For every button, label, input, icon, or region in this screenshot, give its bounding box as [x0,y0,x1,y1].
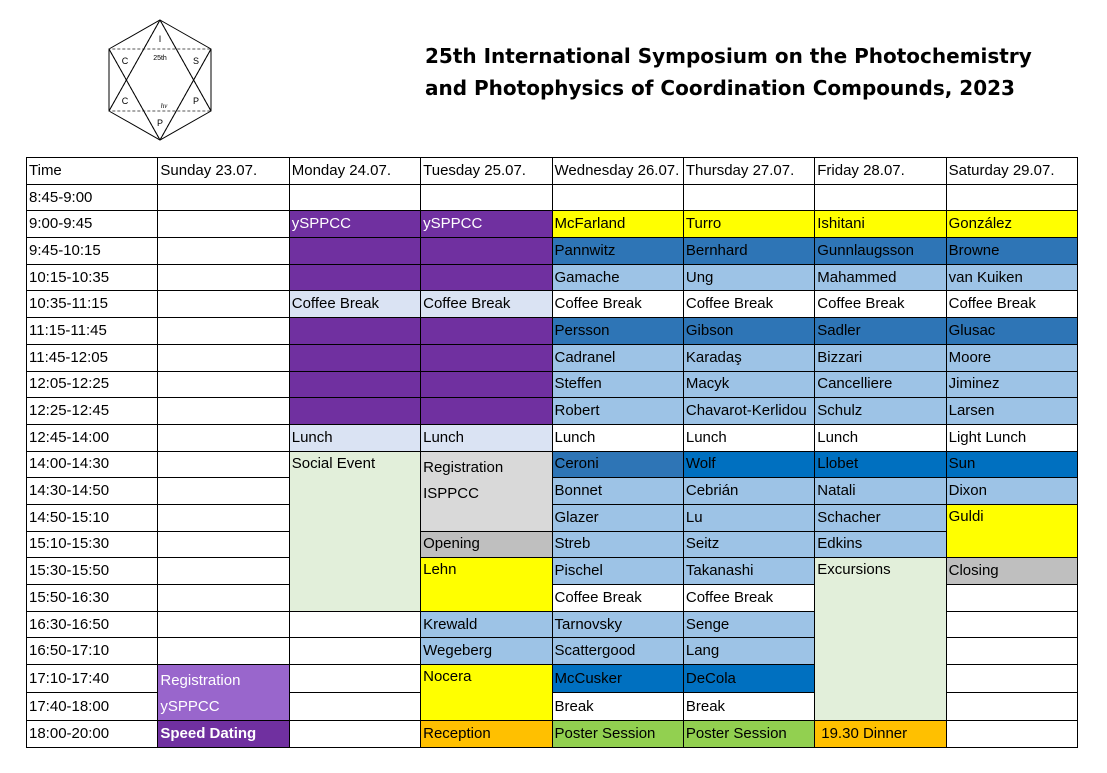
header-time: Time [27,158,158,185]
saturday-session: Sun [946,451,1077,478]
empty-cell [158,211,289,238]
thursday-break: Break [683,693,814,721]
schedule-table [26,157,1078,748]
empty-cell [289,721,420,748]
time-cell: 12:45-14:00 [27,424,158,451]
wednesday-session: Bonnet [552,478,683,505]
table-row [27,478,1078,505]
empty-cell [158,424,289,451]
header-thursday: Thursday 27.07. [683,158,814,185]
wednesday-session: Scattergood [552,638,683,665]
wednesday-session: Gamache [552,264,683,291]
friday-excursions: Excursions [815,558,946,721]
wednesday-session: Tarnovsky [552,611,683,638]
monday-yspp-block [289,371,420,398]
wednesday-coffee: Coffee Break [552,291,683,318]
friday-session: Ishitani [815,211,946,238]
tuesday-lunch: Lunch [421,424,552,451]
header-saturday: Saturday 29.07. [946,158,1077,185]
tuesday-yspp: ySPPCC [421,211,552,238]
time-cell: 17:10-17:40 [27,665,158,693]
friday-session: Schacher [815,504,946,531]
time-cell: 10:35-11:15 [27,291,158,318]
header-sunday: Sunday 23.07. [158,158,289,185]
time-cell: 11:45-12:05 [27,344,158,371]
sunday-speed-dating: Speed Dating [158,721,289,748]
time-cell: 10:15-10:35 [27,264,158,291]
tuesday-yspp-block [421,264,552,291]
thursday-session: Karadaş [683,344,814,371]
logo-letter-c2: C [121,96,129,106]
empty-cell [815,184,946,211]
wednesday-session: Ceroni [552,451,683,478]
thursday-session: Bernhard [683,238,814,265]
time-cell: 12:05-12:25 [27,371,158,398]
friday-session: Gunnlaugsson [815,238,946,265]
friday-lunch: Lunch [815,424,946,451]
saturday-session: Glusac [946,318,1077,345]
time-cell: 16:30-16:50 [27,611,158,638]
friday-session: Natali [815,478,946,505]
empty-cell [158,344,289,371]
header-row [27,158,1078,185]
logo-letter-c1: C [121,56,129,66]
logo-hv: hv [160,102,168,110]
friday-session: Schulz [815,398,946,425]
tuesday-coffee: Coffee Break [421,291,552,318]
sunday-registration [158,665,289,721]
table-row [27,211,1078,238]
wednesday-session: Steffen [552,371,683,398]
saturday-coffee: Coffee Break [946,291,1077,318]
wednesday-session: Cadranel [552,344,683,371]
logo-letter-i: I [158,34,162,44]
thursday-session: Cebrián [683,478,814,505]
saturday-session: van Kuiken [946,264,1077,291]
empty-cell [946,721,1077,748]
tuesday-session-nocera: Nocera [421,665,552,721]
saturday-closing: Closing [946,558,1077,585]
empty-cell [158,264,289,291]
table-row [27,451,1078,478]
sunday-registration-line2: ySPPCC [160,698,220,716]
table-row [27,558,1078,585]
time-cell: 15:10-15:30 [27,531,158,558]
wednesday-session: Pischel [552,558,683,585]
thursday-session: Macyk [683,371,814,398]
empty-cell [158,611,289,638]
monday-yspp-block [289,344,420,371]
logo-letter-p2: P [156,118,164,128]
thursday-coffee: Coffee Break [683,291,814,318]
empty-cell [946,611,1077,638]
empty-cell [158,398,289,425]
saturday-session: Browne [946,238,1077,265]
friday-session: Sadler [815,318,946,345]
empty-cell [158,478,289,505]
saturday-session: González [946,211,1077,238]
empty-cell [158,238,289,265]
monday-yspp-block [289,264,420,291]
time-cell: 11:15-11:45 [27,318,158,345]
empty-cell [289,638,420,665]
tuesday-session-lehn: Lehn [421,558,552,611]
wednesday-session: Glazer [552,504,683,531]
table-row [27,238,1078,265]
thursday-session: Chavarot-Kerlidou [683,398,814,425]
time-cell: 18:00-20:00 [27,721,158,748]
empty-cell [946,665,1077,693]
thursday-session: Takanashi [683,558,814,585]
tuesday-opening: Opening [421,531,552,558]
saturday-session: Dixon [946,478,1077,505]
thursday-session: DeCola [683,665,814,693]
header-tuesday: Tuesday 25.07. [421,158,552,185]
empty-cell [158,585,289,612]
monday-yspp-block [289,318,420,345]
thursday-coffee: Coffee Break [683,585,814,612]
symposium-logo [104,18,216,142]
table-row [27,291,1078,318]
wednesday-session: Pannwitz [552,238,683,265]
empty-cell [158,318,289,345]
table-row [27,264,1078,291]
saturday-lunch: Light Lunch [946,424,1077,451]
empty-cell [289,693,420,721]
table-row [27,371,1078,398]
saturday-session: Moore [946,344,1077,371]
empty-cell [158,504,289,531]
header-monday: Monday 24.07. [289,158,420,185]
friday-dinner: 19.30 Dinner [815,721,946,748]
header-friday: Friday 28.07. [815,158,946,185]
empty-cell [552,184,683,211]
thursday-session: Lu [683,504,814,531]
friday-session: Mahammed [815,264,946,291]
table-row [27,504,1078,531]
header-wednesday: Wednesday 26.07. [552,158,683,185]
title-line-1: 25th International Symposium on the Photochemistry [425,44,1032,68]
wednesday-break: Break [552,693,683,721]
empty-cell [158,184,289,211]
monday-lunch: Lunch [289,424,420,451]
table-row [27,318,1078,345]
wednesday-session: Robert [552,398,683,425]
time-cell: 9:45-10:15 [27,238,158,265]
friday-coffee: Coffee Break [815,291,946,318]
tuesday-registration [421,451,552,531]
time-cell: 14:00-14:30 [27,451,158,478]
friday-session: Llobet [815,451,946,478]
time-cell: 15:50-16:30 [27,585,158,612]
thursday-session: Lang [683,638,814,665]
logo-letter-p1: P [192,96,200,106]
tuesday-registration-line2: ISPPCC [423,484,479,502]
empty-cell [158,638,289,665]
empty-cell [946,184,1077,211]
tuesday-yspp-block [421,344,552,371]
thursday-lunch: Lunch [683,424,814,451]
table-row [27,184,1078,211]
thursday-poster-session: Poster Session [683,721,814,748]
thursday-session: Seitz [683,531,814,558]
logo-letter-s: S [192,56,200,66]
wednesday-session: McCusker [552,665,683,693]
table-row [27,424,1078,451]
time-cell: 17:40-18:00 [27,693,158,721]
wednesday-session: Streb [552,531,683,558]
empty-cell [946,638,1077,665]
empty-cell [158,451,289,478]
time-cell: 12:25-12:45 [27,398,158,425]
table-row [27,531,1078,558]
monday-yspp: ySPPCC [289,211,420,238]
tuesday-yspp-block [421,318,552,345]
wednesday-coffee: Coffee Break [552,585,683,612]
table-row [27,398,1078,425]
tuesday-yspp-block [421,398,552,425]
sunday-registration-line1: Registration [160,672,241,690]
tuesday-yspp-block [421,238,552,265]
empty-cell [158,531,289,558]
wednesday-poster-session: Poster Session [552,721,683,748]
empty-cell [289,665,420,693]
thursday-session: Turro [683,211,814,238]
table-row [27,721,1078,748]
time-cell: 14:50-15:10 [27,504,158,531]
logo-sup: 25th [153,55,167,62]
time-cell: 15:30-15:50 [27,558,158,585]
empty-cell [946,585,1077,612]
time-cell: 14:30-14:50 [27,478,158,505]
saturday-session-guldi: Guldi [946,504,1077,557]
saturday-session: Jiminez [946,371,1077,398]
tuesday-session: Krewald [421,611,552,638]
monday-yspp-block [289,398,420,425]
title-line-2: and Photophysics of Coordination Compounds, 2023 [425,76,1015,100]
empty-cell [946,693,1077,721]
monday-coffee: Coffee Break [289,291,420,318]
wednesday-lunch: Lunch [552,424,683,451]
time-cell: 8:45-9:00 [27,184,158,211]
wednesday-session: Persson [552,318,683,345]
saturday-session: Larsen [946,398,1077,425]
thursday-session: Ung [683,264,814,291]
empty-cell [289,184,420,211]
empty-cell [683,184,814,211]
thursday-session: Wolf [683,451,814,478]
empty-cell [158,371,289,398]
friday-session: Bizzari [815,344,946,371]
friday-session: Edkins [815,531,946,558]
tuesday-session: Wegeberg [421,638,552,665]
empty-cell [158,558,289,585]
time-cell: 16:50-17:10 [27,638,158,665]
empty-cell [421,184,552,211]
page-title [425,40,1032,104]
monday-social-event: Social Event [289,451,420,611]
tuesday-registration-line1: Registration [423,458,504,476]
thursday-session: Gibson [683,318,814,345]
friday-session: Cancelliere [815,371,946,398]
time-cell: 9:00-9:45 [27,211,158,238]
tuesday-reception: Reception [421,721,552,748]
monday-yspp-block [289,238,420,265]
tuesday-yspp-block [421,371,552,398]
empty-cell [158,291,289,318]
thursday-session: Senge [683,611,814,638]
empty-cell [289,611,420,638]
table-row [27,344,1078,371]
wednesday-session: McFarland [552,211,683,238]
